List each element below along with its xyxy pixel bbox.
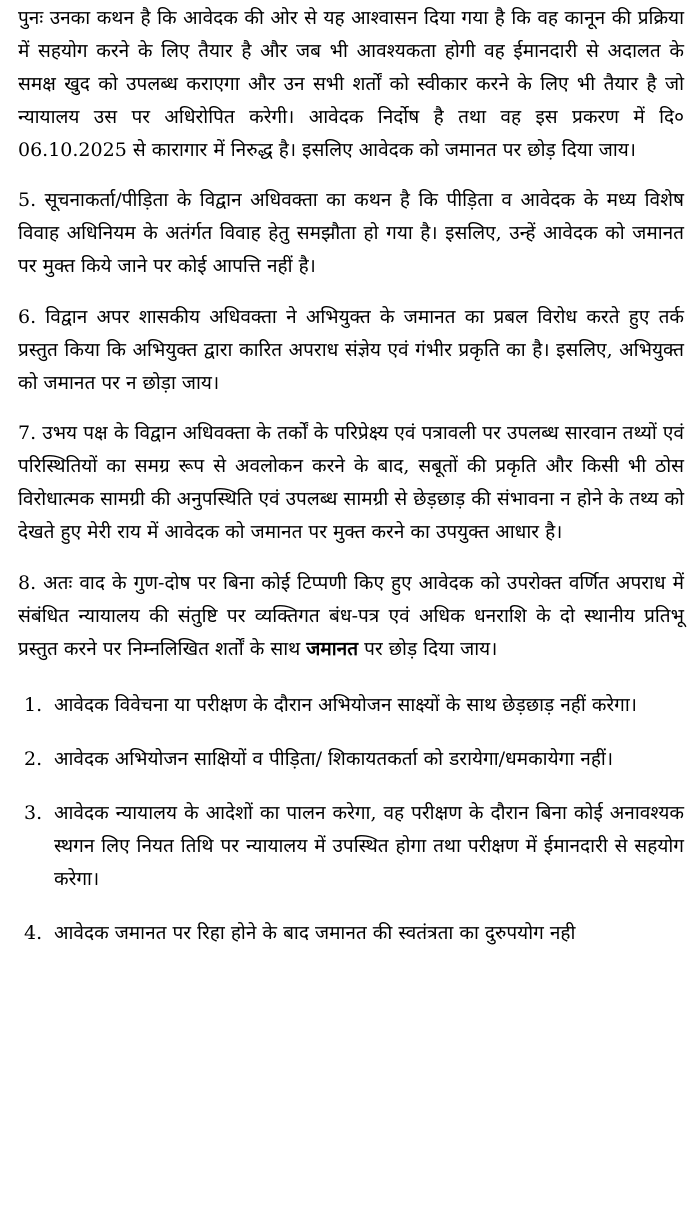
condition-number: 2.: [24, 748, 43, 770]
condition-item: [18, 743, 684, 776]
condition-number: 3.: [24, 802, 43, 824]
condition-text: आवेदक अभियोजन साक्षियों व पीड़िता/ शिकायतकर्ता को डरायेगा/धमकायेगा नहीं।: [54, 748, 614, 770]
condition-number: 1.: [24, 694, 43, 716]
paragraph-8: [18, 567, 684, 666]
paragraph-5: 5. सूचनाकर्ता/पीड़िता के विद्वान अधिवक्ता का कथन है कि पीड़िता व आवेदक के मध्य विशेष विवाह अधिनियम के अतंर्गत विवाह हेतु समझौता हो गया है। इसलिए, उन्हें आवेदक को जमानत पर मुक्त किये जाने पर कोई आपत्ति नहीं है।: [18, 189, 684, 277]
bail-emphasis: जमानत: [306, 638, 359, 660]
condition-item: [18, 917, 684, 950]
condition-item: [18, 797, 684, 896]
paragraph-7: 7. उभय पक्ष के विद्वान अधिवक्ता के तर्कों के परिप्रेक्ष्य एवं पत्रावली पर उपलब्ध सारवान तथ्यों एवं परिस्थितियों का समग्र रूप से अवलोकन करने के बाद, सबूतों की प्रकृति और किसी भी ठोस विरोधात्मक सामग्री की अनुपस्थिति एवं उपलब्ध सामग्री से छेड़छाड़ की संभावना न होने के तथ्य को देखते हुए मेरी राय में आवेदक को जमानत पर मुक्त करने का उपयुक्त आधार है।: [18, 422, 684, 543]
paragraph-6: 6. विद्वान अपर शासकीय अधिवक्ता ने अभियुक्त के जमानत का प्रबल विरोध करते हुए तर्क प्रस्तुत किया कि अभियुक्त द्वारा कारित अपराध संज्ञेय एवं गंभीर प्रकृति का है। इसलिए, अभियुक्त को जमानत पर न छोड़ा जाय।: [18, 306, 684, 394]
condition-number: 4.: [24, 922, 43, 944]
condition-text: आवेदक विवेचना या परीक्षण के दौरान अभियोजन साक्ष्यों के साथ छेड़छाड़ नहीं करेगा।: [54, 694, 638, 716]
condition-text: आवेदक न्यायालय के आदेशों का पालन करेगा, वह परीक्षण के दौरान बिना कोई अनावश्यक स्थगन लिए नियत तिथि पर न्यायालय में उपस्थित होगा तथा परीक्षण में ईमानदारी से सहयोग करेगा।: [54, 802, 684, 890]
condition-item: [18, 689, 684, 722]
paragraph-8-ending: पर छोड़ दिया जाय।: [358, 638, 498, 660]
document-page: [18, 0, 684, 950]
condition-text: आवेदक जमानत पर रिहा होने के बाद जमानत की स्वतंत्रता का दुरुपयोग नही: [54, 922, 576, 944]
paragraph-8-text: 8. अतः वाद के गुण-दोष पर बिना कोई टिप्पणी किए हुए आवेदक को उपरोक्त वर्णित अपराध में संबंधित न्यायालय की संतुष्टि पर व्यक्तिगत बंध-पत्र एवं अधिक धनराशि के दो स्थानीय प्रतिभू प्रस्तुत करने पर निम्नलिखित शर्तों के साथ: [18, 572, 684, 660]
paragraph-continuation: पुनः उनका कथन है कि आवेदक की ओर से यह आश्वासन दिया गया है कि वह कानून की प्रक्रिया में सहयोग करने के लिए तैयार है और जब भी आवश्यकता होगी वह ईमानदारी से अदालत के समक्ष खुद को उपलब्ध कराएगा और उन सभी शर्तों को स्वीकार करने के लिए भी तैयार है जो न्यायालय उस पर अधिरोपित करेगी। आवेदक निर्दोष है तथा वह इस प्रकरण में दि० 06.10.2025 से कारागार में निरुद्ध है। इसलिए आवेदक को जमानत पर छोड़ दिया जाय।: [18, 7, 684, 161]
bail-conditions-list: [18, 689, 684, 950]
